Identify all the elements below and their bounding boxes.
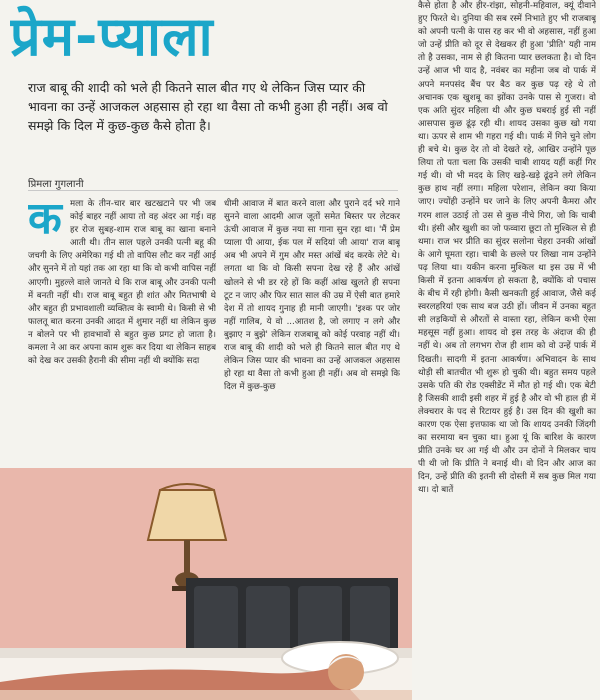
column-3: [418, 0, 596, 700]
article-byline: प्रिमला गुगलानी: [28, 179, 84, 190]
bedroom-illustration: [0, 468, 412, 700]
article-title: प्रेम-प्याला: [10, 5, 214, 68]
article-deck: राज बाबू की शादी को भले ही कितने साल बीत गए थे लेकिन जिस प्यार की भावना का उन्हें आजकल अहसास हो रहा था वैसा तो कभी हुआ ही नहीं। अब वो समझे कि दिल में कुछ-कुछ कैसे होता है।: [28, 80, 388, 133]
drop-cap: क: [28, 198, 62, 244]
column-1: [28, 198, 216, 448]
illustration: [0, 468, 412, 700]
column-1-text: मला के तीन-चार बार खटखटाने पर भी जब कोई बाहर नहीं आया तो वह अंदर आ गई। वह हर रोज सुबह-शाम राज बाबू का खाना बनाने आती थी। तीन साल पहले उनकी पत्नी बहू की जचगी के लिए अमेरिका गई थी तो वापिस लौट कर नहीं आई और सुनने में तो यहां तक आ रहा था कि वो कभी वापिस नहीं आएगी। मुहल्ले वाले जानते थे कि राज बाबू और उनकी पत्नी में बनती नहीं थी। राज बाबू बहुत ही शांत और मितभाषी थे और बहुत ही प्रभावशाली व्यक्तित्व के स्वामी थे। किसी से भी फालतू बात करना उनकी आदत में शुमार नहीं था लेकिन कुछ न बोलने पर भी हावभावों से बहुत कुछ प्रगट हो जाता है। कमला ने आ कर अपना काम शुरू कर दिया था लेकिन साहब को देख कर उसकी हैरानी की सीमा नहीं थी क्योंकि सदा: [28, 199, 216, 367]
divider: [28, 190, 398, 191]
column-2-text: धीमी आवाज में बात करने वाला और पुराने दर्द भरे गाने सुनने वाला आदमी आज जूतों समेत बिस्तर पर लेटकर ऊंची आवाज में कुछ नया सा गाना सुन रहा था। 'मैं प्रेम प्याला पी आया, ईक पल में सदियां जी आया' राज बाबू अब भी अपने में गुम और मस्त आंखें बंद करके लेटे थे। लगता था कि वो किसी सपना देख रहे हैं और आंखें खोलने से भी डर रहे हों कि कहीं आंख खुलते ही सपना टूट न जाए और फिर सात साल की उम्र में ऐसी बात हमारे देश में तो शायद गुनाह ही मानी जाएगी। 'इश्क पर जोर नहीं गालिब, ये वो ...आतश है, जो लगाए न लगे और बुझाए न बुझे' लेकिन राजबाबू को कोई परवाह नहीं थी। राज बाबू की शादी को भले ही कितने साल बीत गए थे लेकिन जिस प्यार की भावना का उन्हें आजकल अहसास हो रहा था वैसा तो कभी हुआ ही नहीं। अब वो समझे कि दिल में कुछ-कुछ: [224, 199, 400, 393]
column-3-text: कैसे होता है और हीर-रांझा, सोहनी-महिवाल, क्यूं दीवाने हुए फिरते थे। दुनिया की सब रस्में निभाते हुए भी राजबाबू को अपनी पत्नी के पास रह कर भी वो अहसास, नहीं हुआ जो उन्हें प्रीति को दूर से देखकर ही हुआ 'प्रीति' यही नाम तो है उसका, नाम से ही कितना प्यार छलकता है। वो दिन उन्हें आज भी याद है, नवंबर का महीना जब वो पार्क में अपने मनपसंद बैंच पर बैठ कर कुछ पढ़ रहे थे तो अचानक एक खुशबू का झोंका उनके पास से गुजरा। वो एक अति सुंदर महिला थी और कुछ घबराई हुई सी नहीं आसपास कुछ ढूंढ़ रही थी। शायद उसका कुछ खो गया था। ऊपर से शाम भी गहरा गई थी। पार्क में गिने चुने लोग ही बचे थे। कुछ देर तो वो देखते रहे, आखिर उन्होंने पूछ लिया तो पता चला कि उसकी चाबी शायद यहीं कहीं गिर गई थी। वो भी मदद के लिए खड़े-खड़े ढूंढ़ने लगे लेकिन कुछ हाथ नहीं लगा। महिला परेशान, लेकिन क्या किया जाए। ज्योंही उन्होंने घर जाने के लिए अपनी कैमरा और गरम शाल उठाई तो उस से कुछ नीचे गिरा, जो कि चाबी थी। हंसी और खुशी का जो फव्वारा छूटा तो मुश्किल से ही थमा। राज भर प्रीति का सुंदर सलोना चेहरा उनकी आंखों के आगे घूमता रहा। चाबी के छल्ले पर लिखा नाम उन्होंने पढ़ लिया था। यकीन करना मुश्किल था इस उम्र में भी किसी में इतना आकर्षण हो सकता है, क्योंकि वो पचास के बीच में रही होगी। कैसी खनकती हुई आवाज, जैसे कई स्वरलहरियां एक साथ बज उठी हों। जीवन में उनका बहुत सी लड़कियों से औरतों से वास्ता रहा, लेकिन कभी ऐसा महसूस नहीं हुआ। शायद वो इस तरह के अंदाज की ही नहीं थे। अब तो लगभग रोज ही शाम को वो उन्हें पार्क में दिखती। सादगी में इतना आकर्षण। अभिवादन के साथ थोड़ी सी बातचीत भी शुरू हो चुकी थी। बहुत समय पहले उसके पति की रोड एक्सीडेंट में मौत हो गई थी। एक बेटी है जिसकी शादी इसी शहर में हुई है और वो भी हाल ही में लेक्चरार के पद से रिटायर हुई है। उस दिन की खुशी का कारण एक ऐसा इत्तफाक था जो कि शायद उनकी जिंदगी का सरमाया बन चुका था। हुआ यूं कि बारिश के कारण प्रीति उनके घर आ गई थी और उन दोनों ने मिलकर चाय पी थी जो कि प्रीति ने बनाई थी। वो दिन और आज का दिन, उन्हें प्रीति की इतनी सी दोस्ती में सब कुछ मिल गया था। दो बातें: [418, 1, 596, 496]
column-2: [224, 198, 400, 460]
